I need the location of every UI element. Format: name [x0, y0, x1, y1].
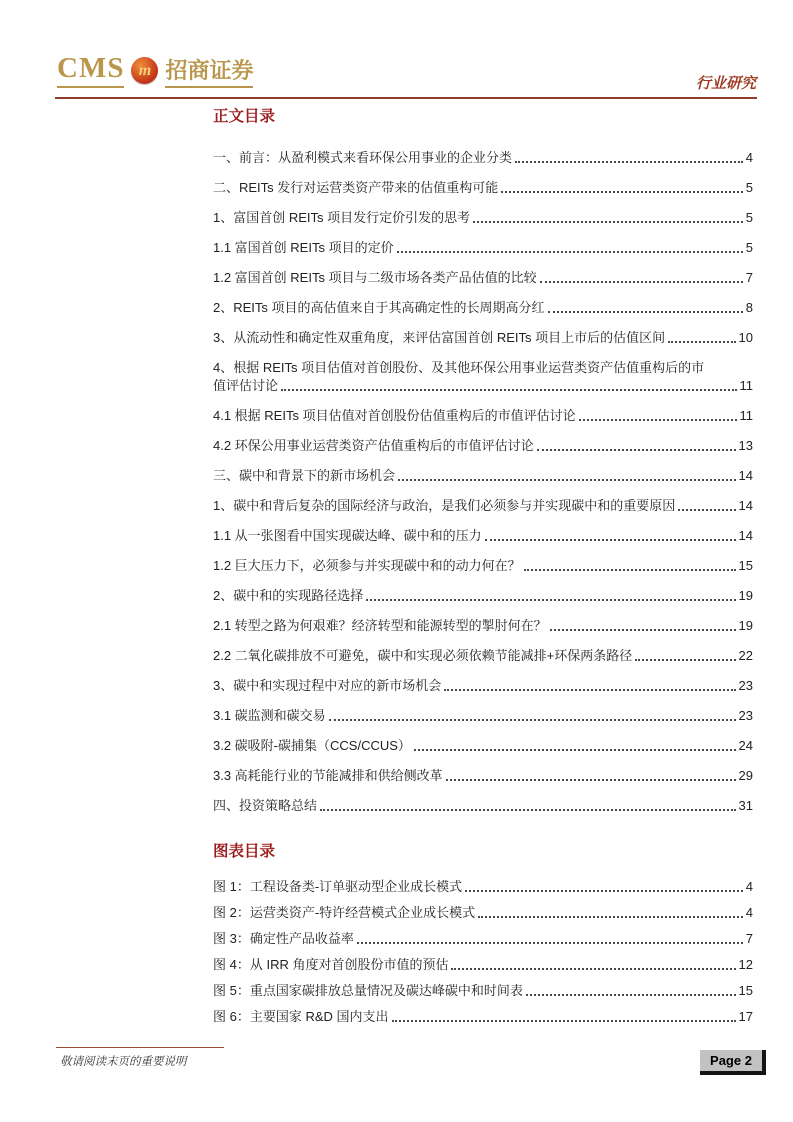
cms-logo-cn-text: 招商证券 [165, 60, 253, 88]
toc-dots-leader [366, 599, 735, 601]
figure-entry-text: 图 4：从 IRR 角度对首创股份市值的预估 [213, 957, 449, 972]
toc-entry[interactable] [213, 209, 753, 227]
figure-entry[interactable] [213, 1008, 753, 1026]
figure-entry-text: 图 1：工程设备类-订单驱动型企业成长模式 [213, 879, 463, 894]
toc-dots-leader [397, 251, 743, 253]
toc-entry[interactable] [213, 557, 753, 575]
toc-page-number: 14 [738, 498, 753, 513]
toc-page-number: 23 [738, 708, 753, 723]
figure-page-number: 4 [745, 879, 753, 894]
toc-page-number: 19 [738, 618, 753, 633]
toc-page-number: 13 [738, 438, 753, 453]
toc-entry-text: 3.3 高耗能行业的节能减排和供给侧改革 [213, 768, 443, 783]
header-divider [55, 97, 757, 99]
toc-list [213, 149, 753, 815]
figures-section-title: 图表目录 [213, 843, 276, 860]
toc-entry[interactable] [213, 179, 753, 197]
figure-entry[interactable] [213, 982, 753, 1000]
toc-page-number: 22 [738, 648, 753, 663]
toc-entry[interactable] [213, 767, 753, 785]
figure-entry-text: 图 6：主要国家 R&D 国内支出 [213, 1009, 389, 1024]
toc-dots-leader [446, 779, 736, 781]
toc-entry-text: 3.2 碳吸附-碳捕集（CCS/CCUS） [213, 738, 411, 753]
toc-dots-leader [473, 221, 743, 223]
toc-page-number: 14 [738, 528, 753, 543]
toc-page-number: 7 [745, 270, 753, 285]
toc-entry[interactable] [213, 497, 753, 515]
figure-dots-leader [357, 942, 743, 944]
toc-page-number: 15 [738, 558, 753, 573]
toc-entry[interactable] [213, 407, 753, 425]
main-content [213, 104, 753, 1034]
toc-page-number: 23 [738, 678, 753, 693]
cms-logo-emblem-icon: m [131, 57, 158, 84]
toc-entry[interactable] [213, 647, 753, 665]
toc-dots-leader [579, 419, 737, 421]
toc-entry[interactable] [213, 527, 753, 545]
toc-entry[interactable] [213, 239, 753, 257]
figure-entry-text: 图 2：运营类资产-特许经营模式企业成长模式 [213, 905, 476, 920]
figure-dots-leader [465, 890, 743, 892]
toc-entry-text: 1.1 富国首创 REITs 项目的定价 [213, 240, 394, 255]
toc-page-number: 5 [745, 240, 753, 255]
toc-dots-leader [537, 449, 736, 451]
toc-entry[interactable] [213, 299, 753, 317]
toc-page-number: 10 [738, 330, 753, 345]
figure-page-number: 17 [738, 1009, 753, 1024]
toc-page-number: 24 [738, 738, 753, 753]
toc-entry-text: 4.2 环保公用事业运营类资产估值重构后的市值评估讨论 [213, 438, 534, 453]
toc-dots-leader [550, 629, 736, 631]
toc-dots-leader [414, 749, 736, 751]
toc-entry-text: 3.1 碳监测和碳交易 [213, 708, 326, 723]
figure-entry[interactable] [213, 956, 753, 974]
figure-page-number: 7 [745, 931, 753, 946]
toc-entry-text: 1、碳中和背后复杂的国际经济与政治，是我们必须参与并实现碳中和的重要原因 [213, 498, 676, 513]
toc-entry[interactable] [213, 737, 753, 755]
toc-page-number: 4 [745, 150, 753, 165]
footer-divider [56, 1047, 224, 1048]
toc-entry[interactable] [213, 437, 753, 455]
toc-dots-leader [524, 569, 736, 571]
toc-entry-text: 4.1 根据 REITs 项目估值对首创股份估值重构后的市值评估讨论 [213, 408, 576, 423]
industry-research-label: 行业研究 [695, 76, 756, 92]
toc-section-title: 正文目录 [213, 108, 276, 125]
figure-page-number: 4 [745, 905, 753, 920]
toc-entry[interactable] [213, 617, 753, 635]
toc-page-number: 5 [745, 180, 753, 195]
toc-dots-leader [444, 689, 735, 691]
toc-page-number: 31 [738, 798, 753, 813]
toc-entry-text: 4、根据 REITs 项目估值对首创股份、及其他环保公用事业运营类资产估值重构后的市 [213, 360, 705, 375]
figure-page-number: 12 [738, 957, 753, 972]
figure-dots-leader [451, 968, 735, 970]
toc-entry[interactable] [213, 269, 753, 287]
toc-entry[interactable] [213, 149, 753, 167]
toc-entry[interactable] [213, 677, 753, 695]
toc-dots-leader [329, 719, 736, 721]
footer-disclaimer: 敬请阅读末页的重要说明 [60, 1056, 187, 1068]
toc-entry-text: 3、碳中和实现过程中对应的新市场机会 [213, 678, 442, 693]
toc-dots-leader [281, 389, 736, 391]
figure-dots-leader [478, 916, 743, 918]
toc-dots-leader [515, 161, 743, 163]
toc-dots-leader [501, 191, 742, 193]
toc-entry-text-continued: 值评估讨论 [213, 378, 279, 393]
toc-dots-leader [678, 509, 735, 511]
cms-logo [57, 54, 253, 88]
toc-dots-leader [398, 479, 736, 481]
toc-entry-text: 四、投资策略总结 [213, 798, 318, 813]
figure-entry[interactable] [213, 878, 753, 896]
figure-dots-leader [392, 1020, 736, 1022]
figure-entry[interactable] [213, 904, 753, 922]
toc-page-number: 29 [738, 768, 753, 783]
toc-page-number: 11 [739, 378, 753, 393]
toc-entry-text: 1.2 富国首创 REITs 项目与二级市场各类产品估值的比较 [213, 270, 537, 285]
toc-dots-leader [320, 809, 736, 811]
toc-entry[interactable] [213, 587, 753, 605]
toc-page-number: 5 [745, 210, 753, 225]
figure-entry-text: 图 5：重点国家碳排放总量情况及碳达峰碳中和时间表 [213, 983, 523, 998]
figure-page-number: 15 [738, 983, 753, 998]
toc-page-number: 8 [745, 300, 753, 315]
cms-logo-text: CMS [57, 54, 124, 88]
toc-entry-text: 2.2 二氧化碳排放不可避免，碳中和实现必须依赖节能减排+环保两条路径 [213, 648, 633, 663]
toc-entry[interactable] [213, 359, 753, 395]
toc-entry-text: 2、REITs 项目的高估值来自于其高确定性的长周期高分红 [213, 300, 545, 315]
toc-page-number: 11 [739, 408, 753, 423]
toc-entry-text: 1、富国首创 REITs 项目发行定价引发的思考 [213, 210, 471, 225]
figures-list [213, 878, 753, 1026]
toc-entry-text: 3、从流动性和确定性双重角度，来评估富国首创 REITs 项目上市后的估值区间 [213, 330, 666, 345]
toc-dots-leader [635, 659, 735, 661]
toc-entry-text: 2.1 转型之路为何艰难？经济转型和能源转型的掣肘何在？ [213, 618, 547, 633]
toc-dots-leader [540, 281, 743, 283]
toc-entry-text: 1.1 从一张图看中国实现碳达峰、碳中和的压力 [213, 528, 482, 543]
toc-entry-text: 一、前言：从盈利模式来看环保公用事业的企业分类 [213, 150, 513, 165]
toc-entry[interactable] [213, 797, 753, 815]
figure-dots-leader [526, 994, 736, 996]
toc-entry[interactable] [213, 329, 753, 347]
toc-entry-text: 二、REITs 发行对运营类资产带来的估值重构可能 [213, 180, 499, 195]
toc-dots-leader [548, 311, 743, 313]
toc-page-number: 14 [738, 468, 753, 483]
figure-entry[interactable] [213, 930, 753, 948]
toc-entry[interactable] [213, 467, 753, 485]
page-number-badge: Page 2 [700, 1050, 766, 1075]
toc-entry[interactable] [213, 707, 753, 725]
figure-entry-text: 图 3：确定性产品收益率 [213, 931, 354, 946]
toc-page-number: 19 [738, 588, 753, 603]
toc-dots-leader [668, 341, 735, 343]
toc-dots-leader [485, 539, 736, 541]
toc-entry-text: 三、碳中和背景下的新市场机会 [213, 468, 396, 483]
toc-entry-text: 2、碳中和的实现路径选择 [213, 588, 364, 603]
toc-entry-text: 1.2 巨大压力下，必须参与并实现碳中和的动力何在？ [213, 558, 521, 573]
